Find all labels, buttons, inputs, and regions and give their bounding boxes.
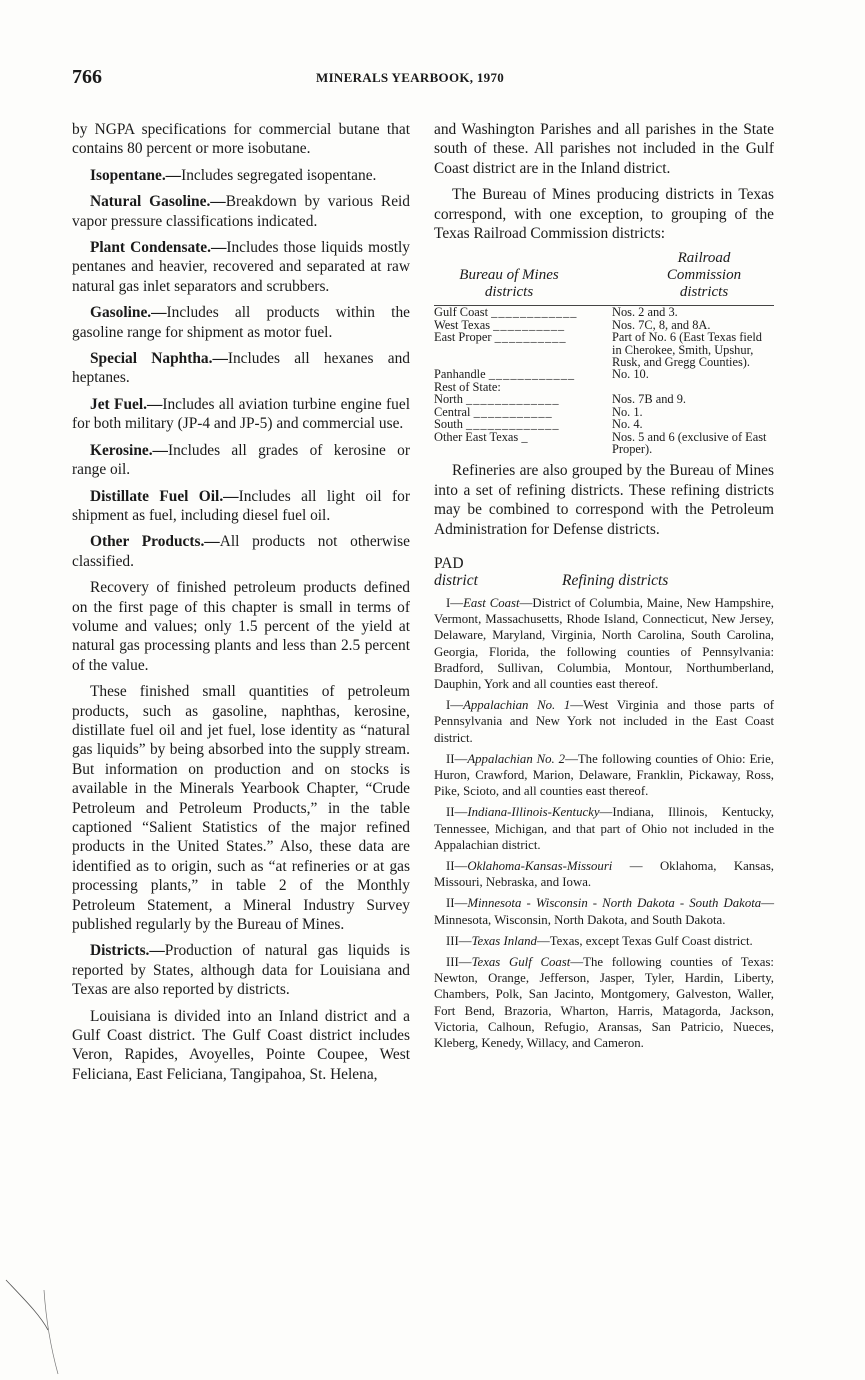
refining-district-name: Appalachian No. 1	[463, 698, 571, 713]
pad-numeral: II—	[446, 805, 468, 820]
running-title: MINERALS YEARBOOK, 1970	[316, 70, 505, 85]
table-cell-district	[434, 418, 610, 430]
table-row	[434, 431, 774, 456]
header-line: districts	[679, 284, 729, 301]
pad-numeral: I—	[446, 595, 464, 610]
table-cell-commission: Nos. 5 and 6 (exclusive of East Proper).	[612, 429, 767, 456]
table-cell-district	[434, 393, 610, 405]
term: Kerosine.—	[90, 441, 168, 459]
table-row	[434, 381, 774, 393]
definition-text: Includes segregated isopentane.	[181, 166, 377, 184]
refining-district-text: —The following counties of Texas: Newton, Orange, Jefferson, Jasper, Tyler, Hardin, Liberty, Chambers, Polk, San Jacinto, Montgomery, Galveston, Waller, Fort Bend, Brazoria, Wharton, Harris, Matagorda, Jackson, Victoria, Calhoun, Refugio, Aransas, San Patricio, Nueces, Kleberg, Kenedy, Willacy, and Cameron.	[434, 955, 774, 1051]
district-name: Panhandle	[434, 368, 486, 381]
header-line: Commission	[666, 267, 742, 284]
pad-entry	[434, 697, 774, 746]
table-cell-district	[434, 331, 610, 368]
pad-entry	[434, 933, 774, 949]
definition-jet-fuel	[72, 395, 410, 434]
leader-dots: _	[521, 430, 529, 444]
table-cell-commission: No. 4.	[612, 417, 643, 432]
refining-district-name: Appalachian No. 2	[467, 751, 566, 766]
paragraph-finished-products: These finished small quantities of petroleum products, such as gasoline, naphthas, kerosine, distillate fuel oil and jet fuel, lose identity as “natural gas liquids” by being absorbed into the supply stream. But information on production and on stocks is available in the Minerals Yearbook Chapter, “Crude Petroleum and Petroleum Products,” in the table captioned “Salient Statistics of the major refined products in the United States.” Also, these data are identified as to origin, such as “at refineries or at gas processing plants,” in table 2 of the Monthly Petroleum Statement, a Mineral Industry Survey published regularly by the Bureau of Mines.	[72, 683, 410, 934]
refining-district-name: East Coast	[463, 595, 520, 610]
pad-numeral: III—	[446, 955, 472, 969]
refining-district-name: Oklahoma-Kansas-Missouri	[467, 858, 613, 873]
refining-district-text: — Oklahoma, Kansas, Missouri, Nebraska, and Iowa.	[434, 858, 774, 890]
table-cell-commission: Nos. 7B and 9.	[612, 392, 686, 407]
refining-district-text: —District of Columbia, Maine, New Hampshire, Vermont, Massachusetts, Rhode Island, Connecticut, New Jersey, Delaware, Maryland, Virginia, North Carolina, South Carolina, Georgia, Florida, the following counties of Pennsylvania: Bradford, Sullivan, Columbia, Montour, Northumberland, Dauphin, York and all counties east thereof.	[434, 595, 774, 691]
paragraph: by NGPA specifications for commercial butane that contains 80 percent or more isobutane.	[72, 121, 410, 158]
district-name: Central	[434, 405, 471, 419]
table-cell-commission: Part of No. 6 (East Texas field in Cherokee, Smith, Upshur, Rusk, and Gregg Counties).	[612, 330, 762, 370]
district-name: North	[434, 393, 463, 406]
pad-numeral: II—	[446, 858, 468, 873]
refining-district-name: Texas Gulf Coast	[471, 955, 571, 969]
refining-district-name: Texas Inland	[471, 933, 537, 948]
term: Distillate Fuel Oil.—	[90, 487, 239, 505]
table-cell-commission: No. 10.	[612, 367, 649, 382]
paragraph-louisiana: Louisiana is divided into an Inland district and a Gulf Coast district. The Gulf Coast district includes Veron, Rapides, Avoyelles, Pointe Coupee, West Feliciana, East Feliciana, Tangipahoa, St. Helena,	[72, 1007, 410, 1083]
refining-district-text: —Minnesota, Wisconsin, North Dakota, and South Dakota.	[434, 896, 774, 927]
term: Plant Condensate.—	[90, 239, 227, 257]
pad-table-header	[434, 555, 774, 589]
pad-entries	[434, 595, 774, 1051]
leader-dots: __________	[493, 318, 566, 332]
district-name: Gulf Coast	[434, 305, 489, 319]
scan-artifact-lines	[0, 1270, 70, 1380]
definition-kerosine	[72, 441, 410, 480]
term: Isopentane.—	[90, 166, 182, 184]
header-line: districts	[484, 284, 534, 301]
table-cell-commission: No. 1.	[612, 404, 643, 419]
term: Special Naphtha.—	[90, 350, 228, 368]
district-name: Rest of State:	[434, 380, 501, 394]
definition-text: All products not otherwise classified.	[72, 533, 410, 570]
paragraph: and Washington Parishes and all parishes in the State south of these. All parishes not included in the Gulf Coast district are in the Inland district.	[434, 121, 774, 177]
scan-artifact-line	[6, 1280, 48, 1330]
header-line: Railroad	[677, 250, 731, 267]
pad-label: PAD	[434, 554, 464, 572]
definition-text: Includes all light oil for shipment as fuel, including diesel fuel oil.	[72, 487, 410, 524]
definition-special-naphtha	[72, 349, 410, 388]
table-row	[434, 368, 774, 380]
right-column	[434, 120, 774, 1056]
definition-plant-condensate	[72, 238, 410, 296]
district-name: East Proper	[434, 331, 492, 345]
definition-text: Includes those liquids mostly pentanes and heavier, recovered and separated at raw natural gas inlet separators and scrubbers.	[72, 239, 410, 295]
pad-numeral: III—	[446, 933, 472, 948]
refining-district-text: —West Virginia and those parts of Pennsylvania and New York not included in the East Coast district.	[434, 698, 774, 745]
leader-dots: ___________	[473, 405, 553, 419]
definition-text: Includes all products within the gasoline range for shipment as motor fuel.	[72, 304, 410, 341]
district-name: Other East Texas	[434, 430, 519, 444]
term: Other Products.—	[90, 533, 220, 551]
leader-dots: __________	[494, 331, 567, 345]
table-cell-district	[434, 381, 610, 393]
definition-distillate-fuel-oil	[72, 487, 410, 526]
paragraph-recovery: Recovery of finished petroleum products defined on the first page of this chapter is small in terms of volume and values; only 1.5 percent of the yield at natural gas processing plants and less than 2.5 percent of the value.	[72, 579, 410, 674]
scan-artifact-line	[44, 1290, 58, 1374]
term: Districts.—	[90, 942, 165, 960]
pad-header-row	[434, 572, 774, 589]
table-cell-district	[434, 406, 610, 418]
left-column	[72, 120, 410, 1091]
paragraph-refineries: Refineries are also grouped by the Bureau of Mines into a set of refining districts. These refining districts may be combined to correspond with the Petroleum Administration for Defense districts.	[434, 462, 774, 538]
paragraph: The Bureau of Mines producing districts in Texas correspond, with one exception, to grouping of the Texas Railroad Commission districts:	[434, 186, 774, 243]
table-row	[434, 418, 774, 430]
district-table-header	[434, 250, 774, 301]
definition-gasoline	[72, 303, 410, 342]
term: Natural Gasoline.—	[90, 193, 226, 211]
pad-numeral: II—	[446, 751, 468, 766]
definition-text: Includes all aviation turbine engine fuel for both military (JP-4 and JP-5) and commercial use.	[72, 395, 410, 433]
refining-districts-label: Refining districts	[562, 571, 669, 589]
table-cell-commission: Nos. 7C, 8, and 8A.	[612, 317, 711, 332]
table-row	[434, 306, 774, 319]
table-row	[434, 406, 774, 418]
refining-district-name: Minnesota - Wisconsin - North Dakota - South Dakota	[467, 896, 762, 911]
table-cell-district	[434, 306, 610, 319]
table-header-left	[434, 267, 584, 301]
table-row	[434, 331, 774, 368]
district-label: district	[434, 571, 478, 589]
refining-district-text: —The following counties of Ohio: Erie, Huron, Crawford, Marion, Delaware, Franklin, Pickaway, Ross, Pike, Scioto, and all counties east thereof.	[434, 751, 774, 799]
pad-entry	[434, 751, 774, 800]
district-table	[434, 305, 774, 455]
pad-numeral: I—	[446, 698, 464, 713]
definition-text: Includes all grades of kerosine or range oil.	[72, 441, 410, 479]
pad-entry	[434, 804, 774, 853]
leader-dots: ____________	[488, 368, 576, 381]
leader-dots: _____________	[466, 418, 560, 431]
refining-district-name: Indiana-Illinois-Kentucky	[467, 805, 600, 820]
definition-districts	[72, 941, 410, 999]
pad-entry	[434, 954, 774, 1051]
definition-natural-gasoline	[72, 192, 410, 231]
leader-dots: _____________	[466, 393, 560, 406]
refining-district-text: —Texas, except Texas Gulf Coast district.	[536, 933, 753, 948]
pad-entry	[434, 595, 774, 692]
definition-text: Production of natural gas liquids is reported by States, although data for Louisiana and Texas are also reported by districts.	[72, 942, 410, 999]
definition-isopentane	[72, 166, 410, 185]
header-line: Bureau of Mines	[459, 267, 559, 284]
refining-district-text: —Indiana, Illinois, Kentucky, Tennessee, Michigan, and that part of Ohio not included in the Appalachian district.	[434, 805, 774, 852]
leader-dots: ____________	[491, 305, 578, 319]
table-cell-district	[434, 368, 610, 380]
term: Gasoline.—	[90, 304, 167, 322]
table-cell-commission: Nos. 2 and 3.	[612, 305, 678, 320]
table-row	[434, 393, 774, 405]
pad-entry	[434, 858, 774, 890]
definition-other-products	[72, 532, 410, 571]
page-number: 766	[72, 66, 102, 88]
table-header-right	[634, 250, 774, 301]
definition-text: Breakdown by various Reid vapor pressure classifications indicated.	[72, 193, 410, 230]
table-cell-district	[434, 431, 610, 456]
district-name: South	[434, 418, 463, 431]
definition-text: Includes all hexanes and heptanes.	[72, 350, 410, 387]
pad-entry	[434, 895, 774, 927]
table-cell-district	[434, 319, 610, 331]
term: Jet Fuel.—	[90, 395, 163, 413]
district-name: West Texas	[434, 318, 491, 332]
pad-numeral: II—	[446, 896, 468, 911]
